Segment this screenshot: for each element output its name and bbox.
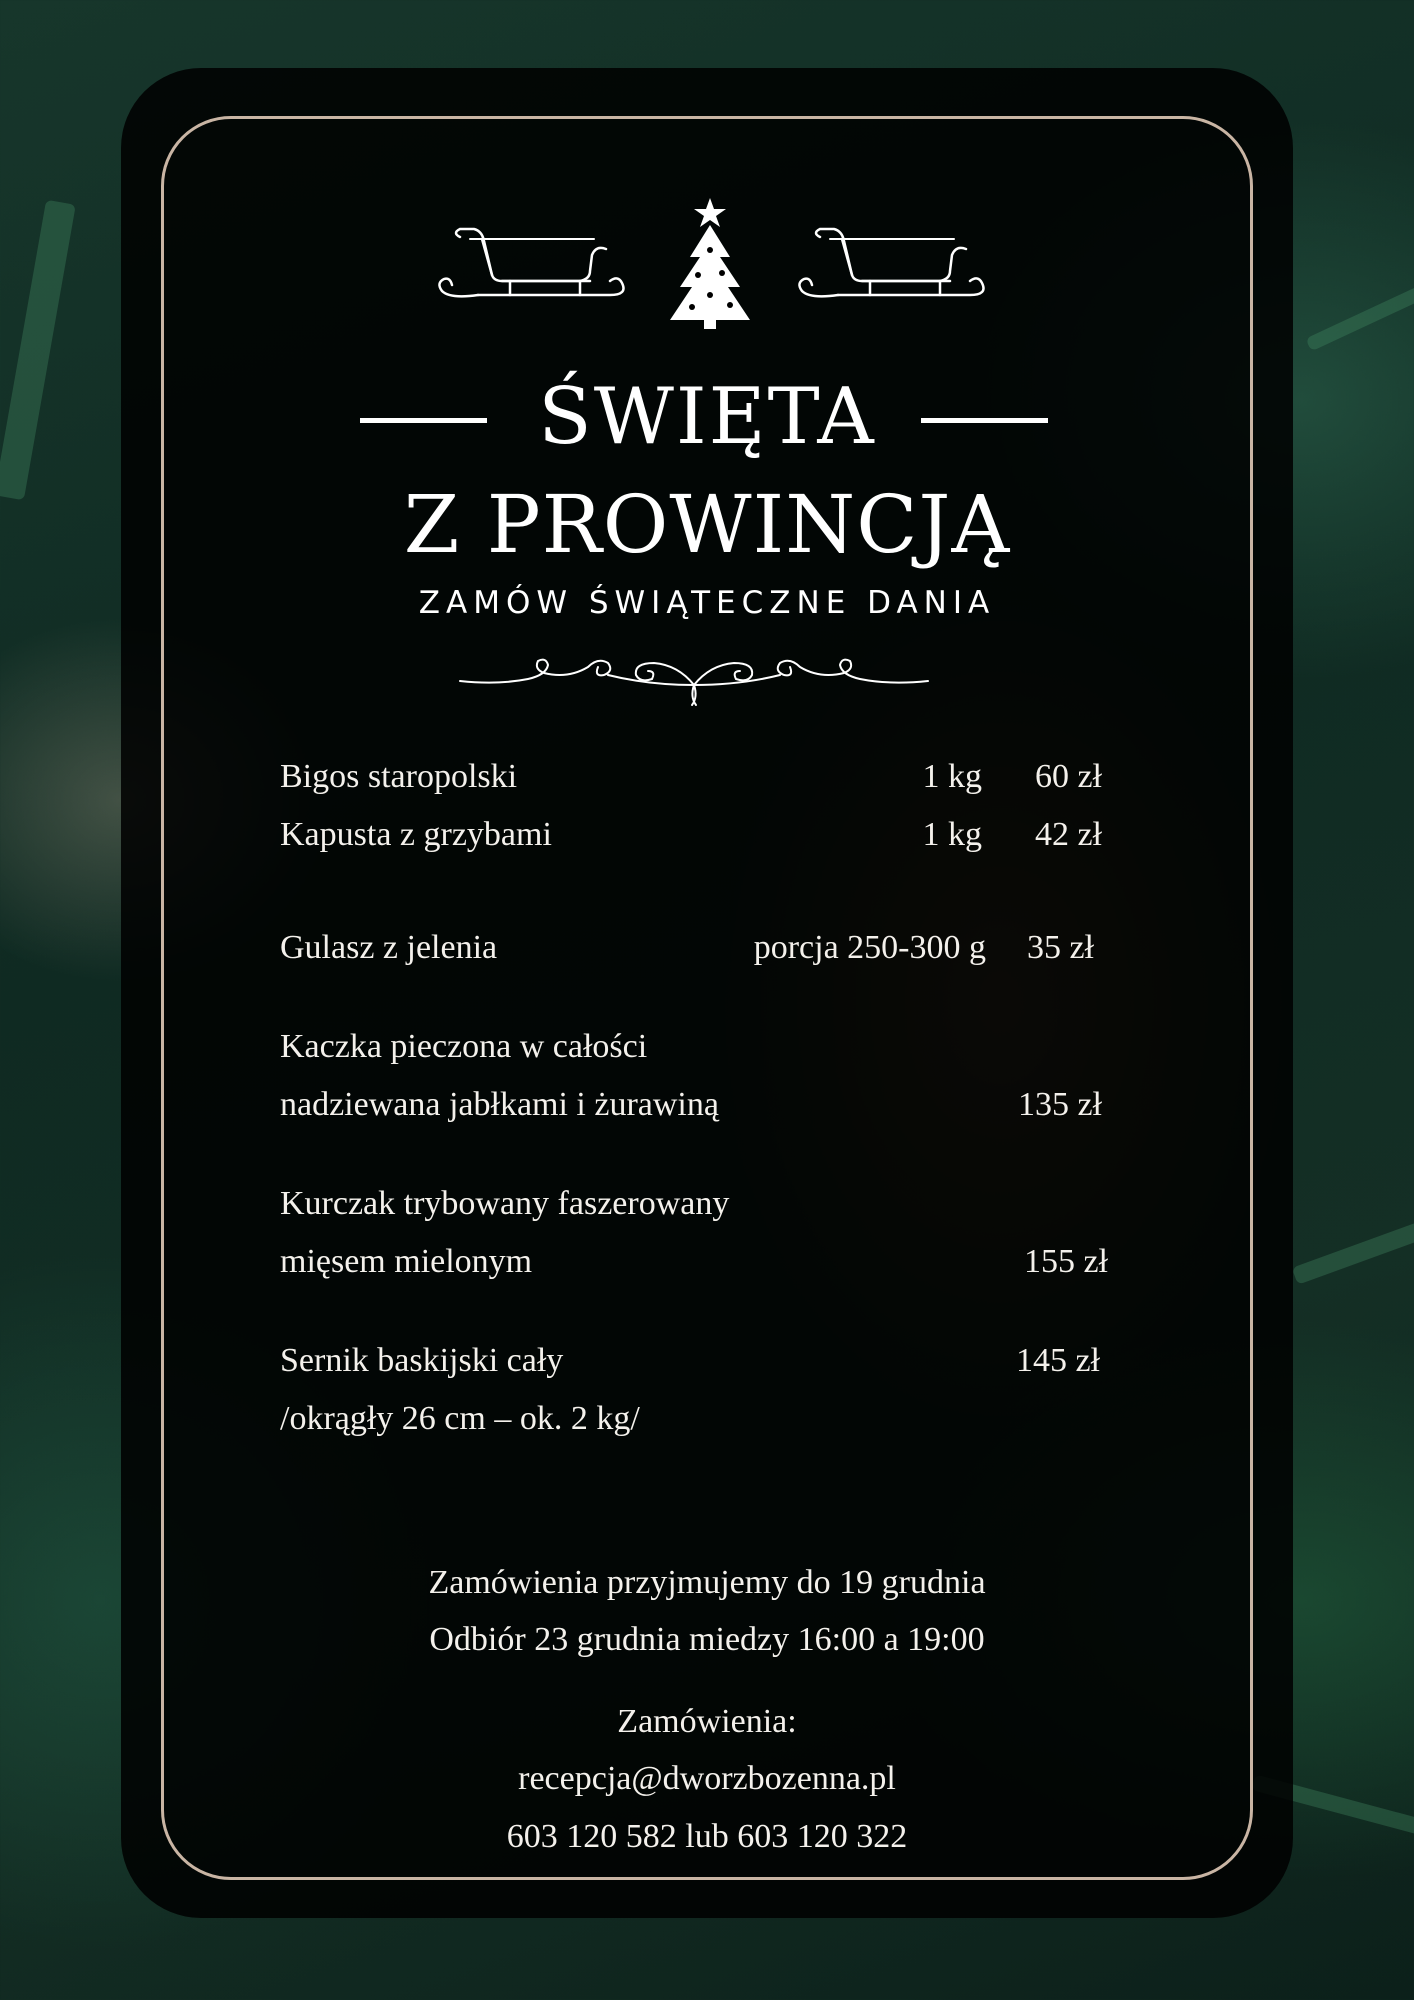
- title-line-2: Z PROWINCJĄ: [403, 478, 1011, 571]
- menu-item-unit: porcja 250-300 g: [753, 929, 986, 966]
- menu-item-price: 135 zł: [1017, 1086, 1102, 1123]
- background-foliage: [1292, 1213, 1414, 1285]
- menu-item-name: nadziewana jabłkami i żurawiną: [280, 1086, 719, 1123]
- sleigh-icon: [799, 229, 983, 296]
- menu-item-price: 42 zł: [1034, 816, 1102, 853]
- contact-email[interactable]: recepcja@dworzbozenna.pl: [518, 1760, 896, 1797]
- menu-item-name: mięsem mielonym: [280, 1243, 533, 1280]
- title-line-1: ŚWIĘTA: [538, 372, 876, 462]
- menu-item-unit: 1 kg: [922, 816, 982, 853]
- menu-item-name: Kurczak trybowany faszerowany: [280, 1185, 730, 1222]
- menu-item-name: Kapusta z grzybami: [280, 816, 552, 853]
- contact-phones[interactable]: 603 120 582 lub 603 120 322: [506, 1818, 908, 1855]
- menu-item-name: Bigos staropolski: [280, 758, 518, 795]
- subtitle: ZAMÓW ŚWIĄTECZNE DANIA: [418, 585, 996, 621]
- menu-item-price: 145 zł: [1015, 1342, 1100, 1379]
- menu-item-price: 35 zł: [1026, 929, 1094, 966]
- background-foliage: [1305, 263, 1414, 352]
- menu-item-unit: 1 kg: [922, 758, 982, 795]
- menu-item-name: Gulasz z jelenia: [280, 929, 498, 966]
- menu-item-name: /okrągły 26 cm – ok. 2 kg/: [280, 1400, 640, 1437]
- pickup-info: Odbiór 23 grudnia miedzy 16:00 a 19:00: [429, 1621, 985, 1658]
- sleigh-icon: [439, 229, 623, 296]
- menu-item-name: Kaczka pieczona w całości: [280, 1028, 648, 1065]
- menu-item-price: 60 zł: [1034, 758, 1102, 795]
- flourish-divider: [458, 645, 930, 707]
- contact-label: Zamówienia:: [617, 1703, 797, 1740]
- menu-item-name: Sernik baskijski cały: [280, 1342, 564, 1379]
- menu-item-price: 155 zł: [1023, 1243, 1108, 1280]
- christmas-tree-icon: [670, 198, 750, 329]
- order-deadline: Zamówienia przyjmujemy do 19 grudnia: [428, 1564, 986, 1601]
- header-ornament: [430, 195, 990, 330]
